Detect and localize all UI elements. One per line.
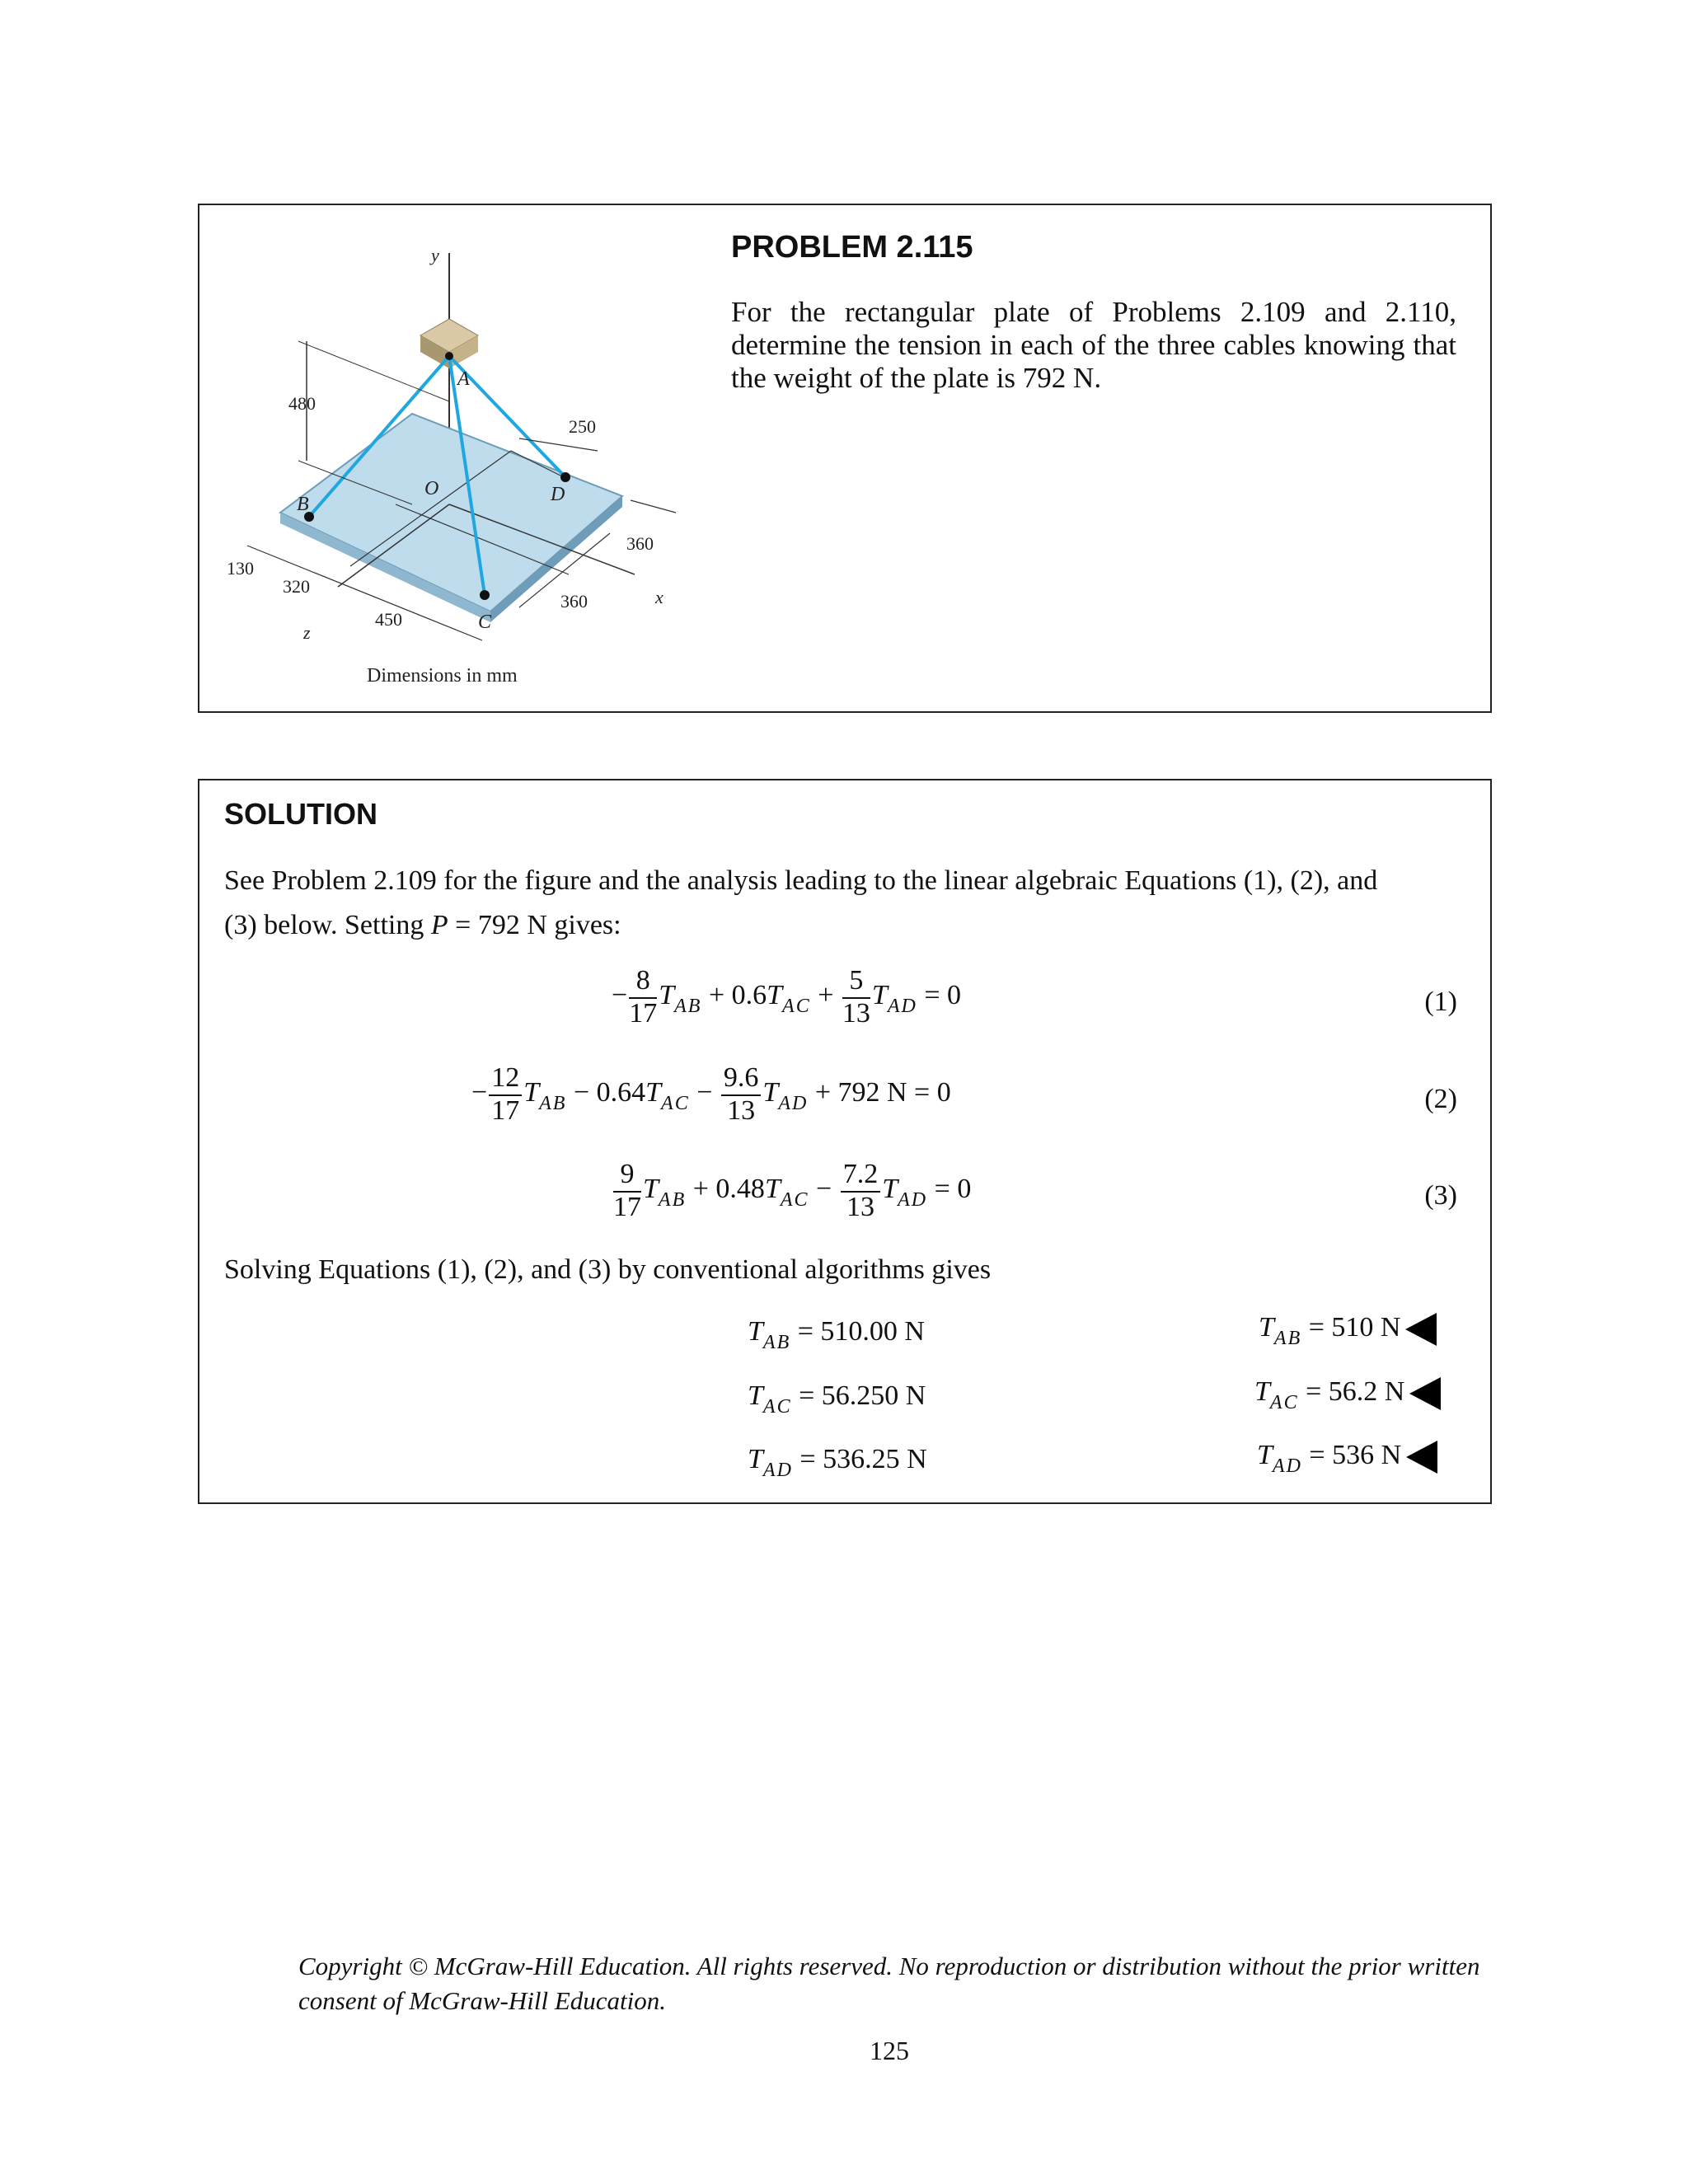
dim-320: 320	[283, 576, 310, 597]
label-x: x	[655, 587, 663, 607]
problem-title: PROBLEM 2.115	[731, 230, 973, 265]
dim-480: 480	[288, 393, 316, 414]
label-C: C	[478, 612, 492, 633]
result-TAB: $T_{AB} = 510.00$ N	[748, 1316, 925, 1353]
label-O: O	[424, 478, 439, 499]
dim-250: 250	[569, 416, 596, 437]
point-C	[480, 590, 490, 600]
answer-arrow-icon	[1409, 1377, 1441, 1410]
result-TAC: $T_{AC} = 56.250$ N	[748, 1380, 926, 1418]
equation-1: − $\frac{8}{17}$ $T_{AB} + 0.6T_{AC}$ + $\frac{5}{13}$ $T_{AD} = 0$	[612, 965, 962, 1029]
equation-2-label: (2)	[1424, 1084, 1457, 1114]
point-D	[560, 472, 570, 482]
point-A	[445, 352, 453, 360]
answer-TAC: $T_{AC} = 56.2$ N	[1254, 1376, 1441, 1414]
equation-3: $\frac{9}{17}$ $T_{AB} + 0.48T_{AC}$ − $\frac{7.2}{13}$ $T_{AD} = 0$	[613, 1159, 972, 1222]
equation-2: − $\frac{12}{17}$ $T_{AB} - 0.64T_{AC}$ − $\frac{9.6}{13}$ $T_{AD} + 792$ N = 0	[471, 1062, 951, 1126]
dim-360b: 360	[560, 591, 588, 612]
solution-title: SOLUTION	[224, 797, 377, 831]
dim-450: 450	[375, 609, 402, 630]
dim-360a: 360	[626, 533, 654, 554]
dim-360a-line	[631, 500, 676, 513]
problem-text: For the rectangular plate of Problems 2.109 and 2.110, determine the tension in each of the three cables knowing that the weight of the plate is 792 N.	[731, 296, 1456, 394]
solving-text: Solving Equations (1), (2), and (3) by conventional algorithms gives	[224, 1254, 992, 1285]
plate-figure	[206, 212, 701, 706]
label-B: B	[297, 494, 309, 515]
figure-caption: Dimensions in mm	[367, 665, 518, 687]
label-z: z	[303, 622, 311, 643]
solution-box	[198, 779, 1492, 1504]
problem-box	[198, 204, 1492, 713]
label-y: y	[431, 245, 439, 265]
copyright-notice: Copyright © McGraw-Hill Education. All rights reserved. No reproduction or distribution without the prior written consent of McGraw-Hill Education.	[298, 1952, 1480, 2015]
answer-TAD: $T_{AD} = 536$ N	[1257, 1440, 1437, 1478]
result-TAD: $T_{AD} = 536.25$ N	[748, 1444, 927, 1481]
dim-130: 130	[227, 558, 254, 579]
equation-1-label: (1)	[1424, 987, 1457, 1017]
answer-arrow-icon	[1405, 1313, 1437, 1346]
label-A: A	[457, 368, 470, 390]
answer-arrow-icon	[1406, 1441, 1437, 1474]
equation-3-label: (3)	[1424, 1180, 1457, 1211]
label-D: D	[551, 484, 565, 505]
page-number: 125	[870, 2036, 909, 2065]
dim-250-line	[519, 438, 598, 451]
answer-TAB: $T_{AB} = 510$ N	[1259, 1312, 1437, 1350]
solution-intro: See Problem 2.109 for the figure and the analysis leading to the linear algebraic Equations (1), (2), and (3) below. Setting P = 792 N gives:	[224, 865, 1378, 940]
plate-top	[280, 414, 622, 612]
